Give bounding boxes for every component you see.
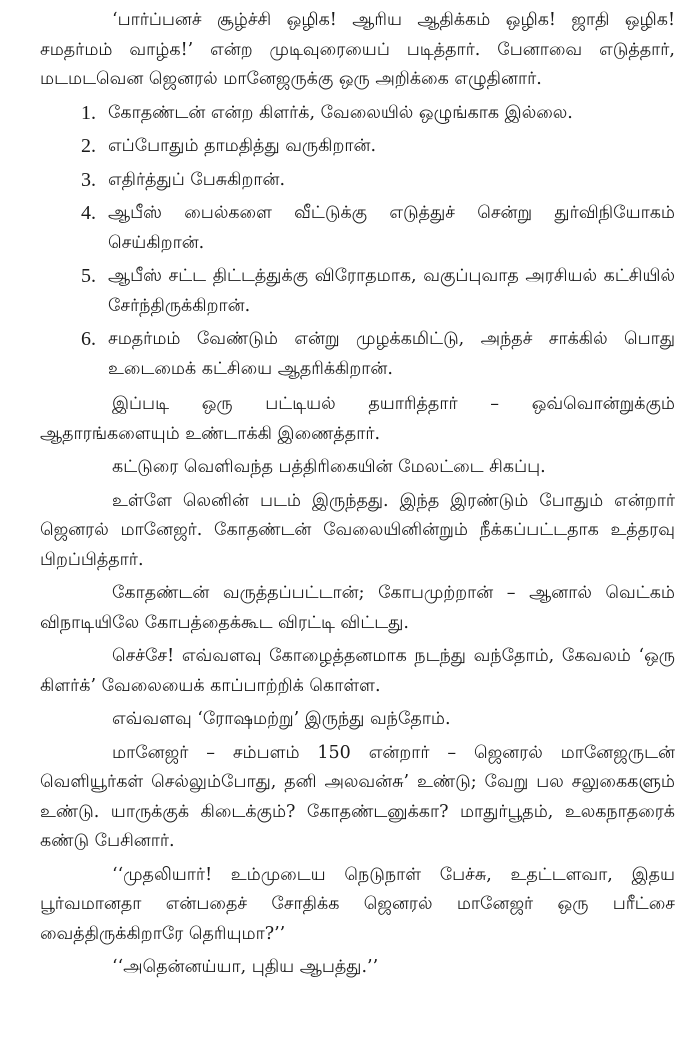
paragraph: இப்படி ஒரு பட்டியல் தயாரித்தார் – ஒவ்வொன்றுக்கும் ஆதாரங்களையும் உண்டாக்கி இணைத்தார். <box>40 394 675 444</box>
paragraph-quote: ‘‘அதென்னய்யா, புதிய ஆபத்து.’’ <box>112 957 379 977</box>
list-number: 4. <box>81 202 96 224</box>
list-number: 1. <box>81 101 96 124</box>
list-number: 6. <box>81 328 96 350</box>
list-number: 2. <box>81 135 96 157</box>
list-item <box>40 325 675 384</box>
list-item <box>40 166 675 196</box>
paragraph: மானேஜர் – சம்பளம் 150 என்றார் – ஜெனரல் மானேஜருடன் வெளியூர்கள் செல்லும்போது, தனி அலவன்சு’ உண்டு; வேறு பல சலுகைகளும் உண்டு. யாருக்குக் கிடைக்கும்? கோதண்டனுக்கா? மாதுர்பூதம், உலகநாதரைக் கண்டு பேசினார். <box>40 742 675 851</box>
list-text: ஆபீஸ் சட்ட திட்டத்துக்கு விரோதமாக, வகுப்புவாத அரசியல் கட்சியில் சேர்ந்திருக்கிறான். <box>108 266 675 316</box>
list-number: 5. <box>81 265 96 287</box>
paragraph-intro: ‘பார்ப்பனச் சூழ்ச்சி ஒழிக! ஆரிய ஆதிக்கம் ஒழிக! ஜாதி ஒழிக! சமதர்மம் வாழ்க!’ என்ற முடிவுரையைப் படித்தார். பேனாவை எடுத்தார், மடமடவென ஜெனரல் மானேஜருக்கு ஒரு அறிக்கை எழுதினார். <box>40 10 675 89</box>
list-text: சமதர்மம் வேண்டும் என்று முழக்கமிட்டு, அந்தச் சாக்கில் பொது உடைமைக் கட்சியை ஆதரிக்கிறான். <box>108 329 675 379</box>
list-text: ஆபீஸ் பைல்களை வீட்டுக்கு எடுத்துச் சென்று துர்விநியோகம் செய்கிறான். <box>108 203 675 253</box>
list-text: எப்போதும் தாமதித்து வருகிறான். <box>108 136 377 156</box>
paragraph: உள்ளே லெனின் படம் இருந்தது. இந்த இரண்டும் போதும் என்றார் ஜெனரல் மானேஜர். கோதண்டன் வேலையினின்றும் நீக்கப்பட்டதாக உத்தரவு பிறப்பித்தார். <box>40 490 675 570</box>
paragraph: கட்டுரை வெளிவந்த பத்திரிகையின் மேலட்டை சிகப்பு. <box>112 457 546 477</box>
list-item <box>40 132 675 162</box>
list-text: எதிர்த்துப் பேசுகிறான். <box>108 169 286 190</box>
list-item <box>40 99 675 129</box>
paragraph: செச்சே! எவ்வளவு கோழைத்தனமாக நடந்து வந்தோம், கேவலம் ‘ஒரு கிளர்க்’ வேலையைக் காப்பாற்றிக் கொள்ள. <box>40 646 675 696</box>
paragraph-quote: ‘‘முதலியார்! உம்முடைய நெடுநாள் பேச்சு, உதட்டளவா, இதய பூர்வமானதா என்பதைச் சோதிக்க ஜெனரல் மானேஜர் ஒரு பரீட்சை வைத்திருக்கிறாரே தெரியுமா?’’ <box>40 864 675 944</box>
paragraph: எவ்வளவு ‘ரோஷமற்று’ இருந்து வந்தோம். <box>112 709 451 729</box>
list-item <box>40 262 675 321</box>
complaint-list <box>40 99 675 385</box>
list-text: கோதண்டன் என்ற கிளர்க், வேலையில் ஒழுங்காக இல்லை. <box>108 102 573 123</box>
list-item <box>40 199 675 258</box>
list-number: 3. <box>81 168 96 191</box>
paragraph: கோதண்டன் வருத்தப்பட்டான்; கோபமுற்றான் – ஆனால் வெட்கம் விநாடியிலே கோபத்தைக்கூட விரட்டி விட்டது. <box>40 583 675 633</box>
